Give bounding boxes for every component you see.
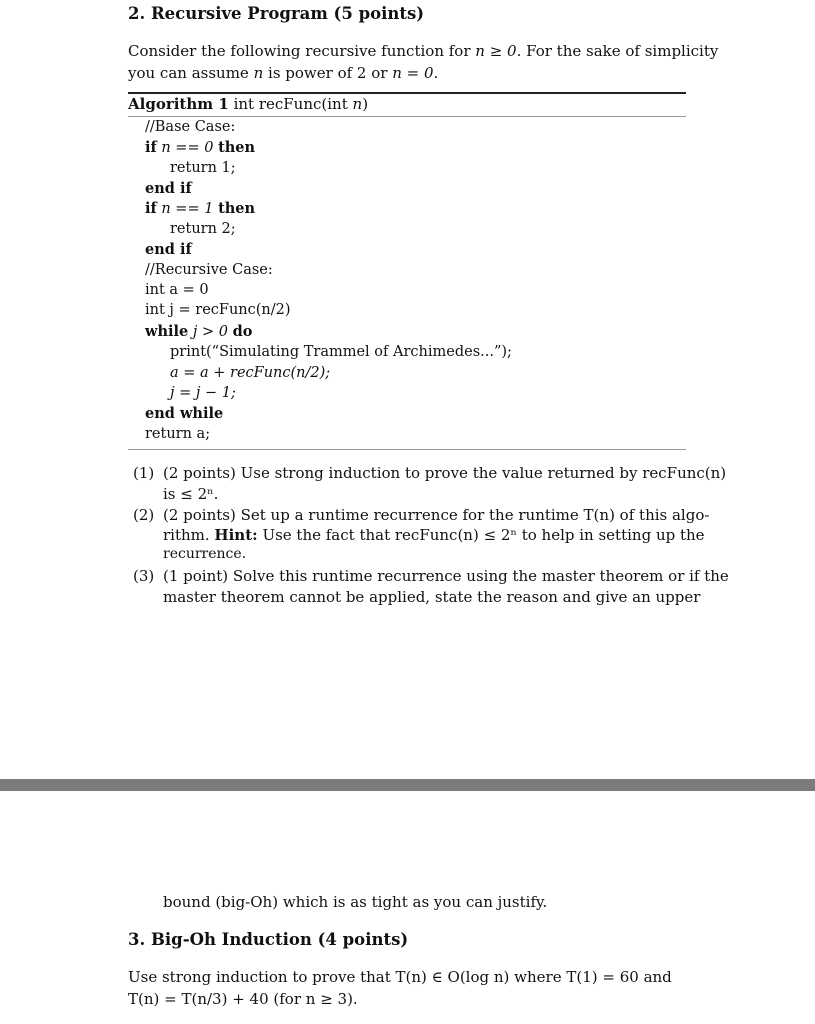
code-line: //Base Case:: [145, 119, 236, 135]
question-1-line: (2 points) Use strong induction to prove the value returned by recFunc(n): [163, 464, 727, 482]
question-2-line: recurrence.: [163, 546, 247, 562]
problem-3-title: 3. Big-Oh Induction (4 points): [128, 930, 409, 949]
question-1-number: (1): [133, 464, 155, 482]
code-line: print(“Simulating Trammel of Archimedes...”);: [170, 344, 512, 360]
code-line: while j > 0 do: [145, 323, 253, 340]
page-break-bar: [0, 779, 815, 791]
problem-2-title: 2. Recursive Program (5 points): [128, 4, 425, 23]
intro-math: n = 0: [392, 64, 434, 82]
algorithm-signature: int recFunc(int: [228, 95, 353, 113]
algorithm-top-rule: [128, 92, 686, 94]
algorithm-header-rule: [128, 116, 686, 117]
intro-text: you can assume: [128, 64, 254, 82]
intro-math: n: [253, 64, 264, 82]
intro-text: is power of 2 or: [263, 64, 393, 82]
code-line: return 1;: [170, 160, 236, 176]
algorithm-header: [128, 95, 368, 113]
code-line: if n == 1 then: [145, 200, 256, 217]
question-3-line: (1 point) Solve this runtime recurrence using the master theorem or if the: [163, 567, 729, 585]
question-1-line: is ≤ 2ⁿ.: [163, 485, 219, 503]
problem-3-line: Use strong induction to prove that T(n) ∈ O(log n) where T(1) = 60 and: [128, 968, 672, 986]
code-line: end if: [145, 180, 192, 197]
question-3-line: master theorem cannot be applied, state the reason and give an upper: [163, 588, 701, 606]
question-2-line: (2 points) Set up a runtime recurrence for the runtime T(n) of this algo-: [163, 506, 710, 524]
algorithm-bottom-rule: [128, 449, 686, 450]
code-line: //Recursive Case:: [145, 262, 273, 278]
code-line: end while: [145, 405, 224, 422]
problem-3-line: T(n) = T(n/3) + 40 (for n ≥ 3).: [128, 990, 358, 1008]
intro-text: Consider the following recursive function for: [128, 42, 476, 60]
intro-math: n ≥ 0: [475, 42, 517, 60]
question-2-line: rithm. Hint: Use the fact that recFunc(n) ≤ 2ⁿ to help in setting up the: [163, 526, 705, 544]
question-3-number: (3): [133, 567, 155, 585]
algorithm-signature: ): [362, 95, 369, 113]
question-3-line: bound (big-Oh) which is as tight as you can justify.: [163, 893, 548, 911]
code-line: int j = recFunc(n/2): [145, 302, 291, 318]
code-line: return 2;: [170, 221, 236, 237]
question-2-number: (2): [133, 506, 155, 524]
code-line: int a = 0: [145, 282, 209, 298]
problem-2-intro-line-1: [128, 42, 718, 60]
code-line: if n == 0 then: [145, 139, 256, 156]
problem-2-intro-line-2: [128, 64, 438, 82]
algorithm-signature-n: n: [352, 95, 363, 113]
code-line: a = a + recFunc(n/2);: [170, 365, 331, 381]
code-line: end if: [145, 241, 192, 258]
algorithm-label: Algorithm 1: [128, 95, 229, 113]
code-line: j = j − 1;: [170, 385, 236, 401]
intro-text: . For the sake of simplicity: [516, 42, 719, 60]
hint-label: Hint:: [214, 526, 258, 544]
code-line: return a;: [145, 426, 211, 442]
intro-text: .: [433, 64, 439, 82]
